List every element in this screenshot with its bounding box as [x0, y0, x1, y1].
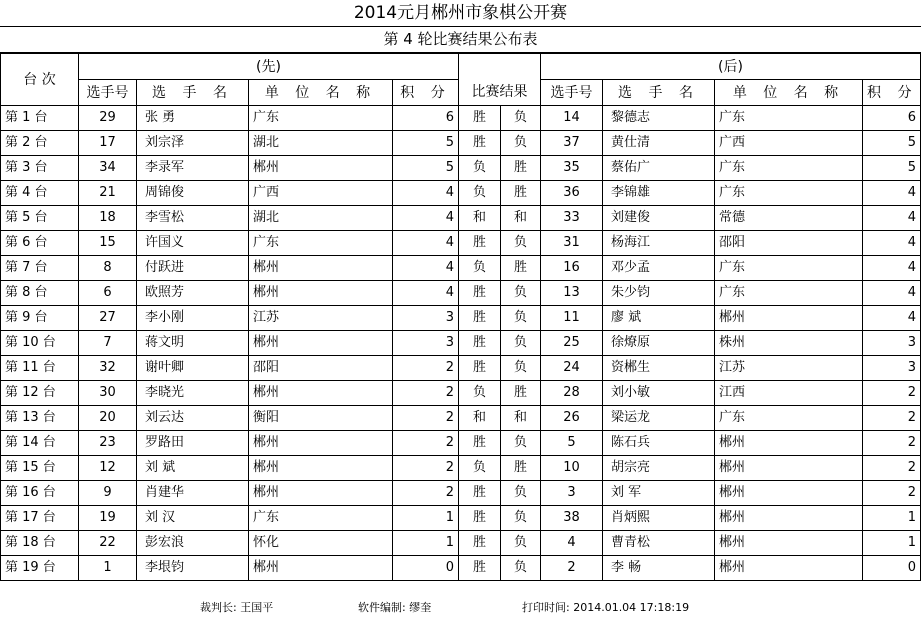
first-unit-cell: 江苏 [249, 306, 393, 331]
first-unit-cell: 湖北 [249, 131, 393, 156]
header-unit-2: 单 位 名 称 [715, 80, 863, 106]
first-name-cell: 肖建华 [137, 481, 249, 506]
second-result-cell: 胜 [501, 181, 541, 206]
first-number-cell: 27 [79, 306, 137, 331]
first-unit-cell: 郴州 [249, 381, 393, 406]
first-result-cell: 负 [459, 456, 501, 481]
second-number-cell: 37 [541, 131, 603, 156]
second-unit-cell: 广东 [715, 406, 863, 431]
second-number-cell: 14 [541, 106, 603, 131]
first-number-cell: 15 [79, 231, 137, 256]
first-score-cell: 2 [393, 456, 459, 481]
footer-print-time: 打印时间: 2014.01.04 17:18:19 [522, 601, 690, 614]
board-cell: 第 12 台 [1, 381, 79, 406]
second-score-cell: 5 [863, 131, 921, 156]
second-name-cell: 李 畅 [603, 556, 715, 581]
first-result-cell: 胜 [459, 306, 501, 331]
second-score-cell: 2 [863, 481, 921, 506]
second-score-cell: 2 [863, 456, 921, 481]
header-score-2: 积 分 [863, 80, 921, 106]
first-result-cell: 负 [459, 181, 501, 206]
second-score-cell: 1 [863, 531, 921, 556]
header-num-2: 选手号 [541, 80, 603, 106]
first-number-cell: 17 [79, 131, 137, 156]
second-score-cell: 4 [863, 306, 921, 331]
first-unit-cell: 郴州 [249, 431, 393, 456]
first-score-cell: 4 [393, 256, 459, 281]
second-score-cell: 6 [863, 106, 921, 131]
board-cell: 第 17 台 [1, 506, 79, 531]
second-result-cell: 负 [501, 531, 541, 556]
header-score-1: 积 分 [393, 80, 459, 106]
first-score-cell: 2 [393, 481, 459, 506]
second-number-cell: 11 [541, 306, 603, 331]
first-name-cell: 刘宗泽 [137, 131, 249, 156]
first-result-cell: 胜 [459, 556, 501, 581]
second-name-cell: 梁运龙 [603, 406, 715, 431]
board-cell: 第 3 台 [1, 156, 79, 181]
first-number-cell: 1 [79, 556, 137, 581]
table-row [1, 406, 921, 431]
second-unit-cell: 郴州 [715, 531, 863, 556]
header-result-spacer [459, 54, 541, 80]
second-number-cell: 10 [541, 456, 603, 481]
first-unit-cell: 广东 [249, 231, 393, 256]
second-score-cell: 2 [863, 406, 921, 431]
first-number-cell: 21 [79, 181, 137, 206]
second-number-cell: 16 [541, 256, 603, 281]
first-unit-cell: 广西 [249, 181, 393, 206]
second-result-cell: 和 [501, 406, 541, 431]
first-number-cell: 34 [79, 156, 137, 181]
first-number-cell: 6 [79, 281, 137, 306]
second-name-cell: 胡宗亮 [603, 456, 715, 481]
first-unit-cell: 郴州 [249, 256, 393, 281]
first-score-cell: 3 [393, 331, 459, 356]
second-name-cell: 陈石兵 [603, 431, 715, 456]
first-number-cell: 8 [79, 256, 137, 281]
second-unit-cell: 广东 [715, 106, 863, 131]
second-unit-cell: 广东 [715, 156, 863, 181]
table-row [1, 281, 921, 306]
table-row [1, 381, 921, 406]
board-cell: 第 15 台 [1, 456, 79, 481]
second-unit-cell: 郴州 [715, 506, 863, 531]
second-number-cell: 31 [541, 231, 603, 256]
second-result-cell: 胜 [501, 456, 541, 481]
board-cell: 第 6 台 [1, 231, 79, 256]
second-name-cell: 刘建俊 [603, 206, 715, 231]
footer [0, 598, 921, 618]
second-score-cell: 4 [863, 231, 921, 256]
first-score-cell: 4 [393, 181, 459, 206]
first-result-cell: 胜 [459, 506, 501, 531]
second-name-cell: 杨海江 [603, 231, 715, 256]
first-unit-cell: 郴州 [249, 281, 393, 306]
first-score-cell: 1 [393, 531, 459, 556]
second-score-cell: 1 [863, 506, 921, 531]
second-unit-cell: 常德 [715, 206, 863, 231]
second-result-cell: 负 [501, 281, 541, 306]
first-name-cell: 张 勇 [137, 106, 249, 131]
table-row [1, 481, 921, 506]
first-score-cell: 5 [393, 156, 459, 181]
first-unit-cell: 邵阳 [249, 356, 393, 381]
second-result-cell: 负 [501, 506, 541, 531]
second-name-cell: 黄仕清 [603, 131, 715, 156]
second-number-cell: 28 [541, 381, 603, 406]
second-name-cell: 曹青松 [603, 531, 715, 556]
first-result-cell: 负 [459, 156, 501, 181]
first-unit-cell: 郴州 [249, 156, 393, 181]
second-number-cell: 4 [541, 531, 603, 556]
first-name-cell: 刘 汉 [137, 506, 249, 531]
first-unit-cell: 郴州 [249, 331, 393, 356]
first-score-cell: 2 [393, 356, 459, 381]
sheet-subtitle: 第 4 轮比赛结果公布表 [0, 27, 921, 53]
table-row [1, 506, 921, 531]
second-score-cell: 3 [863, 331, 921, 356]
first-score-cell: 6 [393, 106, 459, 131]
table-row [1, 231, 921, 256]
first-number-cell: 23 [79, 431, 137, 456]
board-cell: 第 13 台 [1, 406, 79, 431]
first-number-cell: 29 [79, 106, 137, 131]
table-row [1, 256, 921, 281]
footer-referee: 裁判长: 王国平 [200, 601, 274, 614]
second-score-cell: 4 [863, 281, 921, 306]
second-unit-cell: 江西 [715, 381, 863, 406]
second-number-cell: 25 [541, 331, 603, 356]
first-result-cell: 胜 [459, 331, 501, 356]
second-name-cell: 李锦雄 [603, 181, 715, 206]
table-row [1, 431, 921, 456]
second-name-cell: 蔡佑广 [603, 156, 715, 181]
first-result-cell: 胜 [459, 531, 501, 556]
second-unit-cell: 广东 [715, 181, 863, 206]
board-cell: 第 19 台 [1, 556, 79, 581]
second-number-cell: 13 [541, 281, 603, 306]
second-number-cell: 33 [541, 206, 603, 231]
header-name-1: 选 手 名 [137, 80, 249, 106]
first-result-cell: 胜 [459, 231, 501, 256]
first-name-cell: 周锦俊 [137, 181, 249, 206]
header-board: 台 次 [1, 54, 79, 106]
second-unit-cell: 郴州 [715, 556, 863, 581]
first-result-cell: 胜 [459, 481, 501, 506]
table-row [1, 456, 921, 481]
first-result-cell: 负 [459, 381, 501, 406]
board-cell: 第 10 台 [1, 331, 79, 356]
first-result-cell: 负 [459, 256, 501, 281]
first-number-cell: 20 [79, 406, 137, 431]
second-unit-cell: 郴州 [715, 456, 863, 481]
second-name-cell: 黎德志 [603, 106, 715, 131]
first-unit-cell: 广东 [249, 106, 393, 131]
first-name-cell: 蒋文明 [137, 331, 249, 356]
first-name-cell: 彭宏浪 [137, 531, 249, 556]
first-result-cell: 胜 [459, 131, 501, 156]
header-first-player: (先) [79, 54, 459, 80]
second-number-cell: 38 [541, 506, 603, 531]
second-name-cell: 刘 军 [603, 481, 715, 506]
second-result-cell: 负 [501, 481, 541, 506]
second-score-cell: 4 [863, 256, 921, 281]
second-name-cell: 徐燎原 [603, 331, 715, 356]
first-name-cell: 刘云达 [137, 406, 249, 431]
second-number-cell: 26 [541, 406, 603, 431]
header-row-top [1, 54, 921, 80]
second-score-cell: 4 [863, 181, 921, 206]
second-score-cell: 3 [863, 356, 921, 381]
second-score-cell: 4 [863, 206, 921, 231]
second-number-cell: 35 [541, 156, 603, 181]
second-unit-cell: 江苏 [715, 356, 863, 381]
board-cell: 第 7 台 [1, 256, 79, 281]
first-unit-cell: 郴州 [249, 481, 393, 506]
header-result: 比赛结果 [459, 80, 541, 106]
first-score-cell: 2 [393, 431, 459, 456]
header-row-bottom [1, 80, 921, 106]
first-number-cell: 9 [79, 481, 137, 506]
first-number-cell: 7 [79, 331, 137, 356]
first-unit-cell: 郴州 [249, 556, 393, 581]
second-number-cell: 5 [541, 431, 603, 456]
second-score-cell: 2 [863, 431, 921, 456]
second-unit-cell: 广东 [715, 256, 863, 281]
board-cell: 第 2 台 [1, 131, 79, 156]
second-unit-cell: 郴州 [715, 481, 863, 506]
first-result-cell: 胜 [459, 106, 501, 131]
second-result-cell: 和 [501, 206, 541, 231]
first-result-cell: 胜 [459, 356, 501, 381]
first-score-cell: 4 [393, 231, 459, 256]
first-unit-cell: 怀化 [249, 531, 393, 556]
second-score-cell: 5 [863, 156, 921, 181]
table-row [1, 531, 921, 556]
table-row [1, 356, 921, 381]
first-name-cell: 李雪松 [137, 206, 249, 231]
first-name-cell: 谢叶卿 [137, 356, 249, 381]
first-name-cell: 李录军 [137, 156, 249, 181]
first-name-cell: 罗路田 [137, 431, 249, 456]
second-result-cell: 负 [501, 431, 541, 456]
sheet-title: 2014元月郴州市象棋公开赛 [0, 0, 921, 27]
second-result-cell: 胜 [501, 156, 541, 181]
board-cell: 第 8 台 [1, 281, 79, 306]
second-result-cell: 负 [501, 306, 541, 331]
second-name-cell: 廖 斌 [603, 306, 715, 331]
first-number-cell: 19 [79, 506, 137, 531]
second-unit-cell: 广西 [715, 131, 863, 156]
first-number-cell: 12 [79, 456, 137, 481]
first-name-cell: 付跃进 [137, 256, 249, 281]
second-result-cell: 胜 [501, 256, 541, 281]
first-score-cell: 0 [393, 556, 459, 581]
second-score-cell: 2 [863, 381, 921, 406]
second-result-cell: 负 [501, 131, 541, 156]
results-table [0, 53, 921, 581]
first-score-cell: 4 [393, 281, 459, 306]
first-number-cell: 18 [79, 206, 137, 231]
first-unit-cell: 湖北 [249, 206, 393, 231]
first-number-cell: 32 [79, 356, 137, 381]
second-unit-cell: 邵阳 [715, 231, 863, 256]
header-name-2: 选 手 名 [603, 80, 715, 106]
second-number-cell: 3 [541, 481, 603, 506]
first-unit-cell: 广东 [249, 506, 393, 531]
first-score-cell: 5 [393, 131, 459, 156]
first-name-cell: 刘 斌 [137, 456, 249, 481]
table-row [1, 331, 921, 356]
board-cell: 第 9 台 [1, 306, 79, 331]
table-row [1, 181, 921, 206]
footer-software: 软件编制: 缪奎 [358, 601, 432, 614]
second-name-cell: 资郴生 [603, 356, 715, 381]
first-name-cell: 李垠钧 [137, 556, 249, 581]
first-score-cell: 2 [393, 406, 459, 431]
first-name-cell: 许国义 [137, 231, 249, 256]
header-unit-1: 单 位 名 称 [249, 80, 393, 106]
board-cell: 第 4 台 [1, 181, 79, 206]
first-result-cell: 胜 [459, 431, 501, 456]
board-cell: 第 18 台 [1, 531, 79, 556]
second-number-cell: 2 [541, 556, 603, 581]
second-name-cell: 肖炳熙 [603, 506, 715, 531]
second-unit-cell: 株州 [715, 331, 863, 356]
first-number-cell: 22 [79, 531, 137, 556]
first-name-cell: 欧照芳 [137, 281, 249, 306]
first-result-cell: 胜 [459, 281, 501, 306]
second-result-cell: 胜 [501, 381, 541, 406]
board-cell: 第 14 台 [1, 431, 79, 456]
first-unit-cell: 衡阳 [249, 406, 393, 431]
second-result-cell: 负 [501, 331, 541, 356]
second-unit-cell: 郴州 [715, 431, 863, 456]
table-row [1, 556, 921, 581]
second-result-cell: 负 [501, 231, 541, 256]
table-row [1, 306, 921, 331]
second-number-cell: 36 [541, 181, 603, 206]
board-cell: 第 11 台 [1, 356, 79, 381]
first-number-cell: 30 [79, 381, 137, 406]
second-name-cell: 朱少钧 [603, 281, 715, 306]
first-score-cell: 3 [393, 306, 459, 331]
first-score-cell: 2 [393, 381, 459, 406]
first-score-cell: 1 [393, 506, 459, 531]
second-result-cell: 负 [501, 556, 541, 581]
header-second-player: (后) [541, 54, 921, 80]
header-num-1: 选手号 [79, 80, 137, 106]
second-result-cell: 负 [501, 356, 541, 381]
first-score-cell: 4 [393, 206, 459, 231]
table-row [1, 131, 921, 156]
table-row [1, 156, 921, 181]
board-cell: 第 1 台 [1, 106, 79, 131]
second-name-cell: 邓少孟 [603, 256, 715, 281]
second-score-cell: 0 [863, 556, 921, 581]
board-cell: 第 16 台 [1, 481, 79, 506]
first-name-cell: 李晓光 [137, 381, 249, 406]
second-unit-cell: 广东 [715, 281, 863, 306]
table-row [1, 206, 921, 231]
first-unit-cell: 郴州 [249, 456, 393, 481]
first-result-cell: 和 [459, 206, 501, 231]
second-unit-cell: 郴州 [715, 306, 863, 331]
second-result-cell: 负 [501, 106, 541, 131]
second-name-cell: 刘小敏 [603, 381, 715, 406]
second-number-cell: 24 [541, 356, 603, 381]
table-row [1, 106, 921, 131]
first-name-cell: 李小刚 [137, 306, 249, 331]
board-cell: 第 5 台 [1, 206, 79, 231]
first-result-cell: 和 [459, 406, 501, 431]
